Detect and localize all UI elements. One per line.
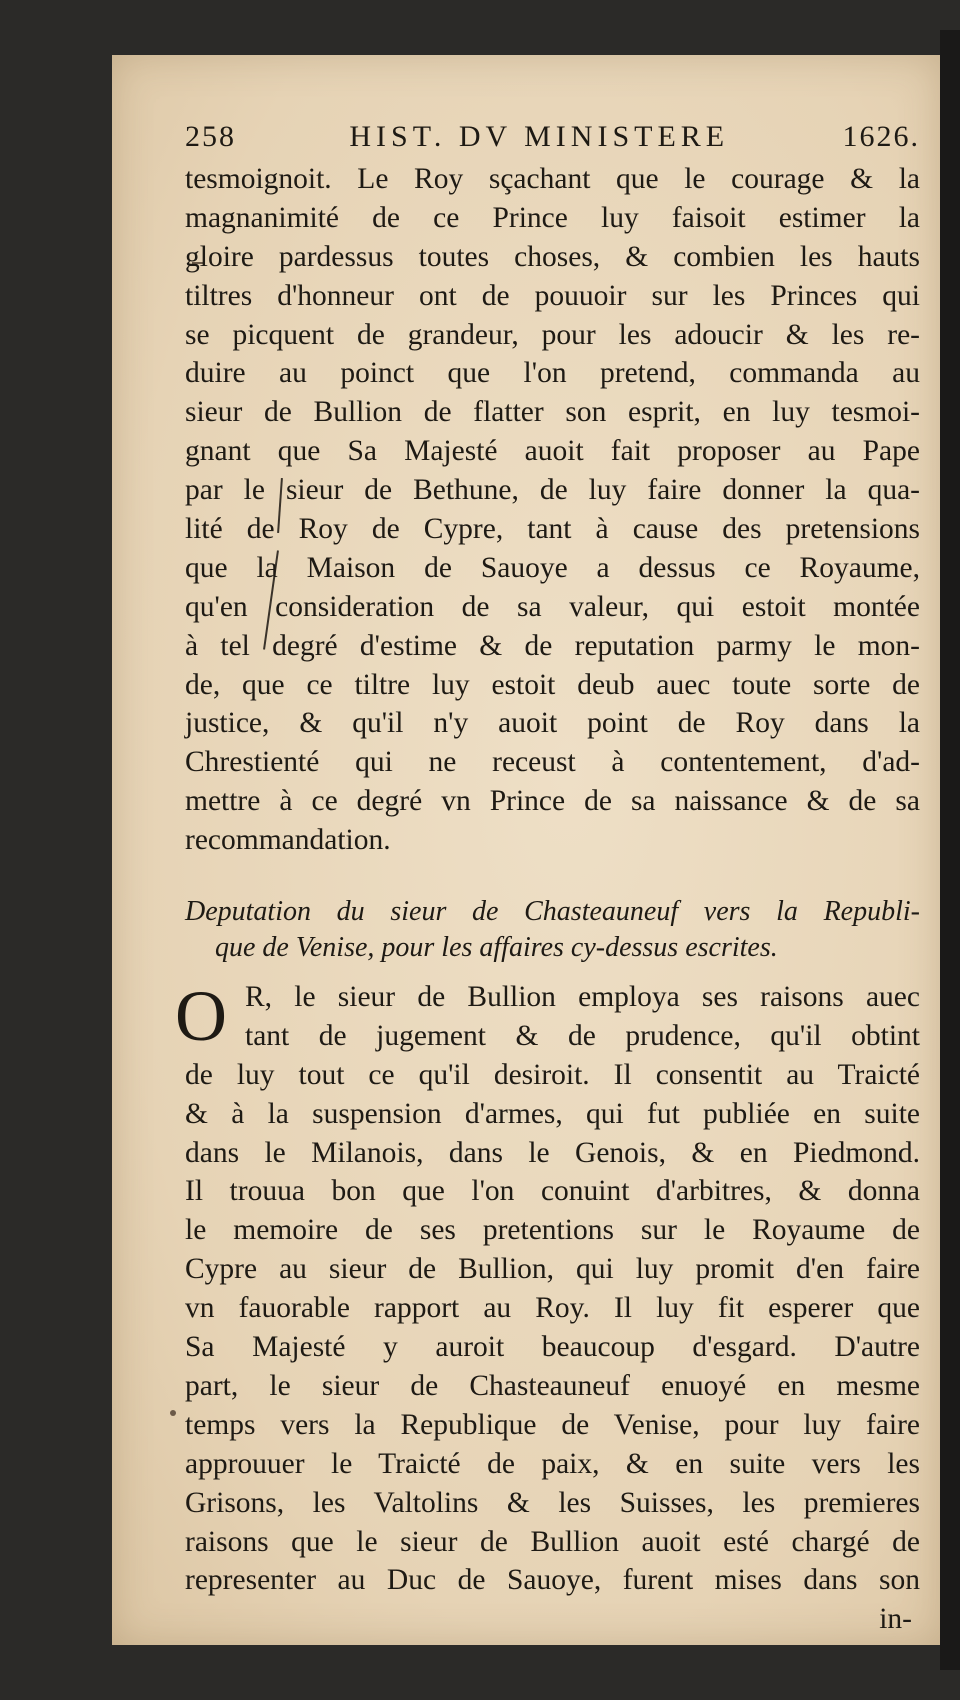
text-line: tiltres d'honneur ont de pouuoir sur les Princes qui — [185, 279, 920, 312]
text-line: & à la suspension d'armes, qui fut publiée en suite — [185, 1097, 920, 1130]
text-line: representer au Duc de Sauoye, furent mises dans son — [185, 1564, 920, 1597]
text-line: par le sieur de Bethune, de luy faire donner la qua- — [185, 474, 920, 507]
text-line: qu'en consideration de sa valeur, qui estoit montée — [185, 590, 920, 623]
text-line: à tel degré d'estime & de reputation parmy le mon- — [185, 629, 920, 662]
paragraph-2 — [175, 976, 920, 1600]
section-heading — [185, 894, 920, 966]
text-line: Grisons, les Valtolins & les Suisses, les premieres — [185, 1486, 920, 1519]
text-line: se picquent de grandeur, pour les adoucir & les re- — [185, 318, 920, 351]
running-title: HIST. DV MINISTERE — [349, 120, 730, 153]
text-line: de, que ce tiltre luy estoit deub auec toute sorte de — [185, 668, 920, 701]
text-line: vn fauorable rapport au Roy. Il luy fit esperer que — [185, 1292, 920, 1325]
text-line: tant de jugement & de prudence, qu'il obtint — [245, 1019, 920, 1052]
running-year: 1626. — [842, 120, 920, 153]
text-line: temps vers la Republique de Venise, pour luy faire — [185, 1408, 920, 1441]
text-line: part, le sieur de Chasteauneuf enuoyé en mesme — [185, 1369, 920, 1402]
page-text — [175, 120, 920, 1639]
text-line: magnanimité de ce Prince luy faisoit estimer la — [185, 201, 920, 234]
text-line: gloire pardessus toutes choses, & combien les hauts — [185, 240, 920, 273]
text-line: gnant que Sa Majesté auoit fait proposer au Pape — [185, 435, 920, 468]
text-line: dans le Milanois, dans le Genois, & en Piedmond. — [185, 1136, 920, 1169]
text-line: sieur de Bullion de flatter son esprit, en luy tesmoi- — [185, 396, 920, 429]
text-line: justice, & qu'il n'y auoit point de Roy dans la — [185, 707, 920, 740]
catchword: in- — [879, 1603, 912, 1636]
page-number: 258 — [185, 120, 236, 153]
text-line: Sa Majesté y auroit beaucoup d'esgard. D'autre — [185, 1331, 920, 1364]
text-line: recommandation. — [185, 824, 391, 857]
text-line: approuuer le Traicté de paix, & en suite vers les — [185, 1447, 920, 1480]
book-edge — [940, 30, 960, 1670]
drop-capital: O — [175, 976, 227, 1057]
text-line: tesmoignoit. Le Roy sçachant que le courage & la — [185, 163, 920, 195]
text-line: lité de Roy de Cypre, tant à cause des pretensions — [185, 513, 920, 546]
text-line: duire au poinct que l'on pretend, commanda au — [185, 357, 920, 390]
heading-line: Deputation du sieur de Chasteauneuf vers la Republi- — [185, 896, 920, 928]
margin-dot — [170, 1410, 176, 1416]
text-line: Il trouua bon que l'on conuint d'arbitres, & donna — [185, 1175, 920, 1208]
running-head — [185, 120, 920, 160]
text-line: Chrestienté qui ne receust à contentement, d'ad- — [185, 746, 920, 779]
text-line: que la Maison de Sauoye a dessus ce Royaume, — [185, 551, 920, 584]
text-line: de luy tout ce qu'il desiroit. Il consentit au Traicté — [185, 1058, 920, 1091]
text-line: Cypre au sieur de Bullion, qui luy promit d'en faire — [185, 1253, 920, 1286]
text-line: raisons que le sieur de Bullion auoit esté chargé de — [185, 1525, 920, 1558]
text-line: le memoire de ses pretentions sur le Royaume de — [185, 1214, 920, 1247]
heading-line: que de Venise, pour les affaires cy-dessus escrites. — [215, 932, 778, 964]
text-line: R, le sieur de Bullion employa ses raisons auec — [245, 981, 920, 1014]
text-line: mettre à ce degré vn Prince de sa naissance & de sa — [185, 785, 920, 818]
paragraph-1 — [185, 160, 920, 860]
